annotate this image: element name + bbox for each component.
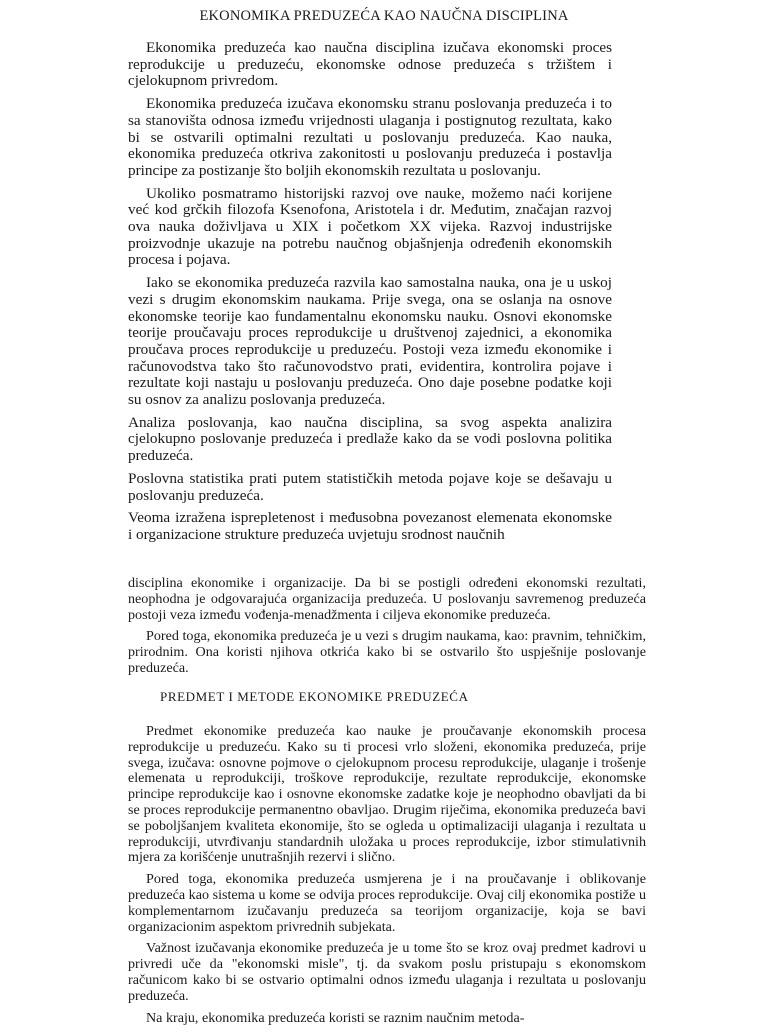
paragraph: Iako se ekonomika preduzeća razvila kao samostalna nauka, ona je u uskoj vezi s drugim ekonomskim naukama. Prije svega, ona se oslanja na osnove ekonomske teorije kao fundamentalnu ekonomsku nauku. Osnovi ekonomske teorije proučavaju proces reprodukcije u društvenoj zajednici, a ekonomika proučava proces reprodukcije u preduzeću. Postoji veza između ekonomike i računovodstva tako što računovodstvo prati, evidentira, kontrolira pojave i rezultate koji nastaju u poslovanju preduzeća. Ono daje posebne podatke koji su osnov za analizu poslovanja preduzeća. (128, 274, 612, 409)
paragraph: Predmet ekonomike preduzeća kao nauke je proučavanje ekonomskih procesa reprodukcije u preduzeću. Kako su ti procesi vrlo složeni, ekonomika preduzeća, prije svega, izučava: osnovne pojmove o cjelokupnom procesu reprodukcije, ulaganje i trošenje elemenata u reprodukciji, troškove reprodukcije, rezultate reprodukcije, ekonomske principe reprodukcije kao i osnovne ekonomske zadatke koje je neophodno obavljati da bi se proces reprodukcije permanentno obavljao. Drugim riječima, ekonomika preduzeća bavi se poboljšanjem kvaliteta ekonomije, što se ogleda u optimalizaciji ulaganja i rezultata u reprodukciji, utvrđivanju standardnih uložaka u proces reprodukcije, izbor stimulativnih mjera za korišćenje unutrašnjih rezervi i slično. (128, 723, 646, 866)
section-predmet (128, 724, 646, 1032)
paragraph: Poslovna statistika prati putem statističkih metoda pojave koje se dešavaju u poslovanju preduzeća. (128, 469, 612, 504)
paragraph: Veoma izražena isprepletenost i međusobna povezanost elemenata ekonomske i organizacione strukture preduzeća uvjetuju srodnost naučnih (128, 509, 612, 543)
paragraph: Ukoliko posmatramo historijski razvoj ove nauke, možemo naći korijene već kod grčkih filozofa Ksenofona, Aristotela i dr. Međutim, značajan razvoj ova nauka doživljava u XIX i početkom XX vijeka. Razvoj industrijske proizvodnje ukazuje na potrebu naučnog objašnjenja određenih ekonomskih procesa i pojava. (128, 184, 612, 269)
paragraph: Ekonomika preduzeća kao naučna disciplina izučava ekonomski proces reprodukcije u preduzeću, ekonomske odnose preduzeća s tržištem i cjelokupnom privredom. (128, 39, 612, 90)
page-title: EKONOMIKA PREDUZEĆA KAO NAUČNA DISCIPLINA (199, 8, 569, 24)
paragraph: disciplina ekonomike i organizacije. Da bi se postigli određeni ekonomski rezultati, neophodna je odgovarajuća organizacija preduzeća. U poslovanju savremenog preduzeća postoji veza između vođenja-menadžmenta i ciljeva ekonomike preduzeća. (128, 575, 646, 623)
section-heading: PREDMET I METODE EKONOMIKE PREDUZEĆA (160, 689, 469, 704)
paragraph: Pored toga, ekonomika preduzeća je u vezi s drugim naukama, kao: pravnim, tehničkim, prirodnim. Ona koristi njihova otkrića kako bi se ostvarilo što uspješnije poslovanje preduzeća. (128, 628, 646, 676)
section-continuation (128, 576, 646, 683)
section-intro (128, 40, 612, 550)
paragraph: Analiza poslovanja, kao naučna disciplina, sa svog aspekta analizira cjelokupno poslovanje preduzeća i predlaže kako da se vodi poslovna politika preduzeća. (128, 413, 612, 465)
paragraph: Na kraju, ekonomika preduzeća koristi se raznim naučnim metoda- (146, 1009, 525, 1026)
paragraph: Pored toga, ekonomika preduzeća usmjerena je i na proučavanje i oblikovanje preduzeća kao sistema u kome se odvija proces reprodukcije. Ovaj cilj ekonomika postiže u komplementarnom izučavanju preduzeća sa teorijom organizacije, koja se bavi organizacionim aspektom privrednih subjekata. (128, 871, 646, 935)
paragraph: Važnost izučavanja ekonomike preduzeća je u tome što se kroz ovaj predmet kadrovi u privredi uče da "ekonomski misle", tj. da svakom poslu pristupaju s ekonomskom računicom kako bi se ostvario optimalni odnos između ulaganja i rezultata u poslovanju preduzeća. (128, 940, 646, 1004)
paragraph: Ekonomika preduzeća izučava ekonomsku stranu poslovanja preduzeća i to sa stanovišta odnosa između vrijednosti ulaganja i postignutog rezultata, kako bi se ostvarili optimalni rezultati u poslovanju preduzeća. Kao nauka, ekonomika preduzeća otkriva zakonitosti u poslovanju preduzeća i postavlja principe za postizanje što boljih ekonomskih rezultata u poslovanju. (128, 95, 612, 179)
